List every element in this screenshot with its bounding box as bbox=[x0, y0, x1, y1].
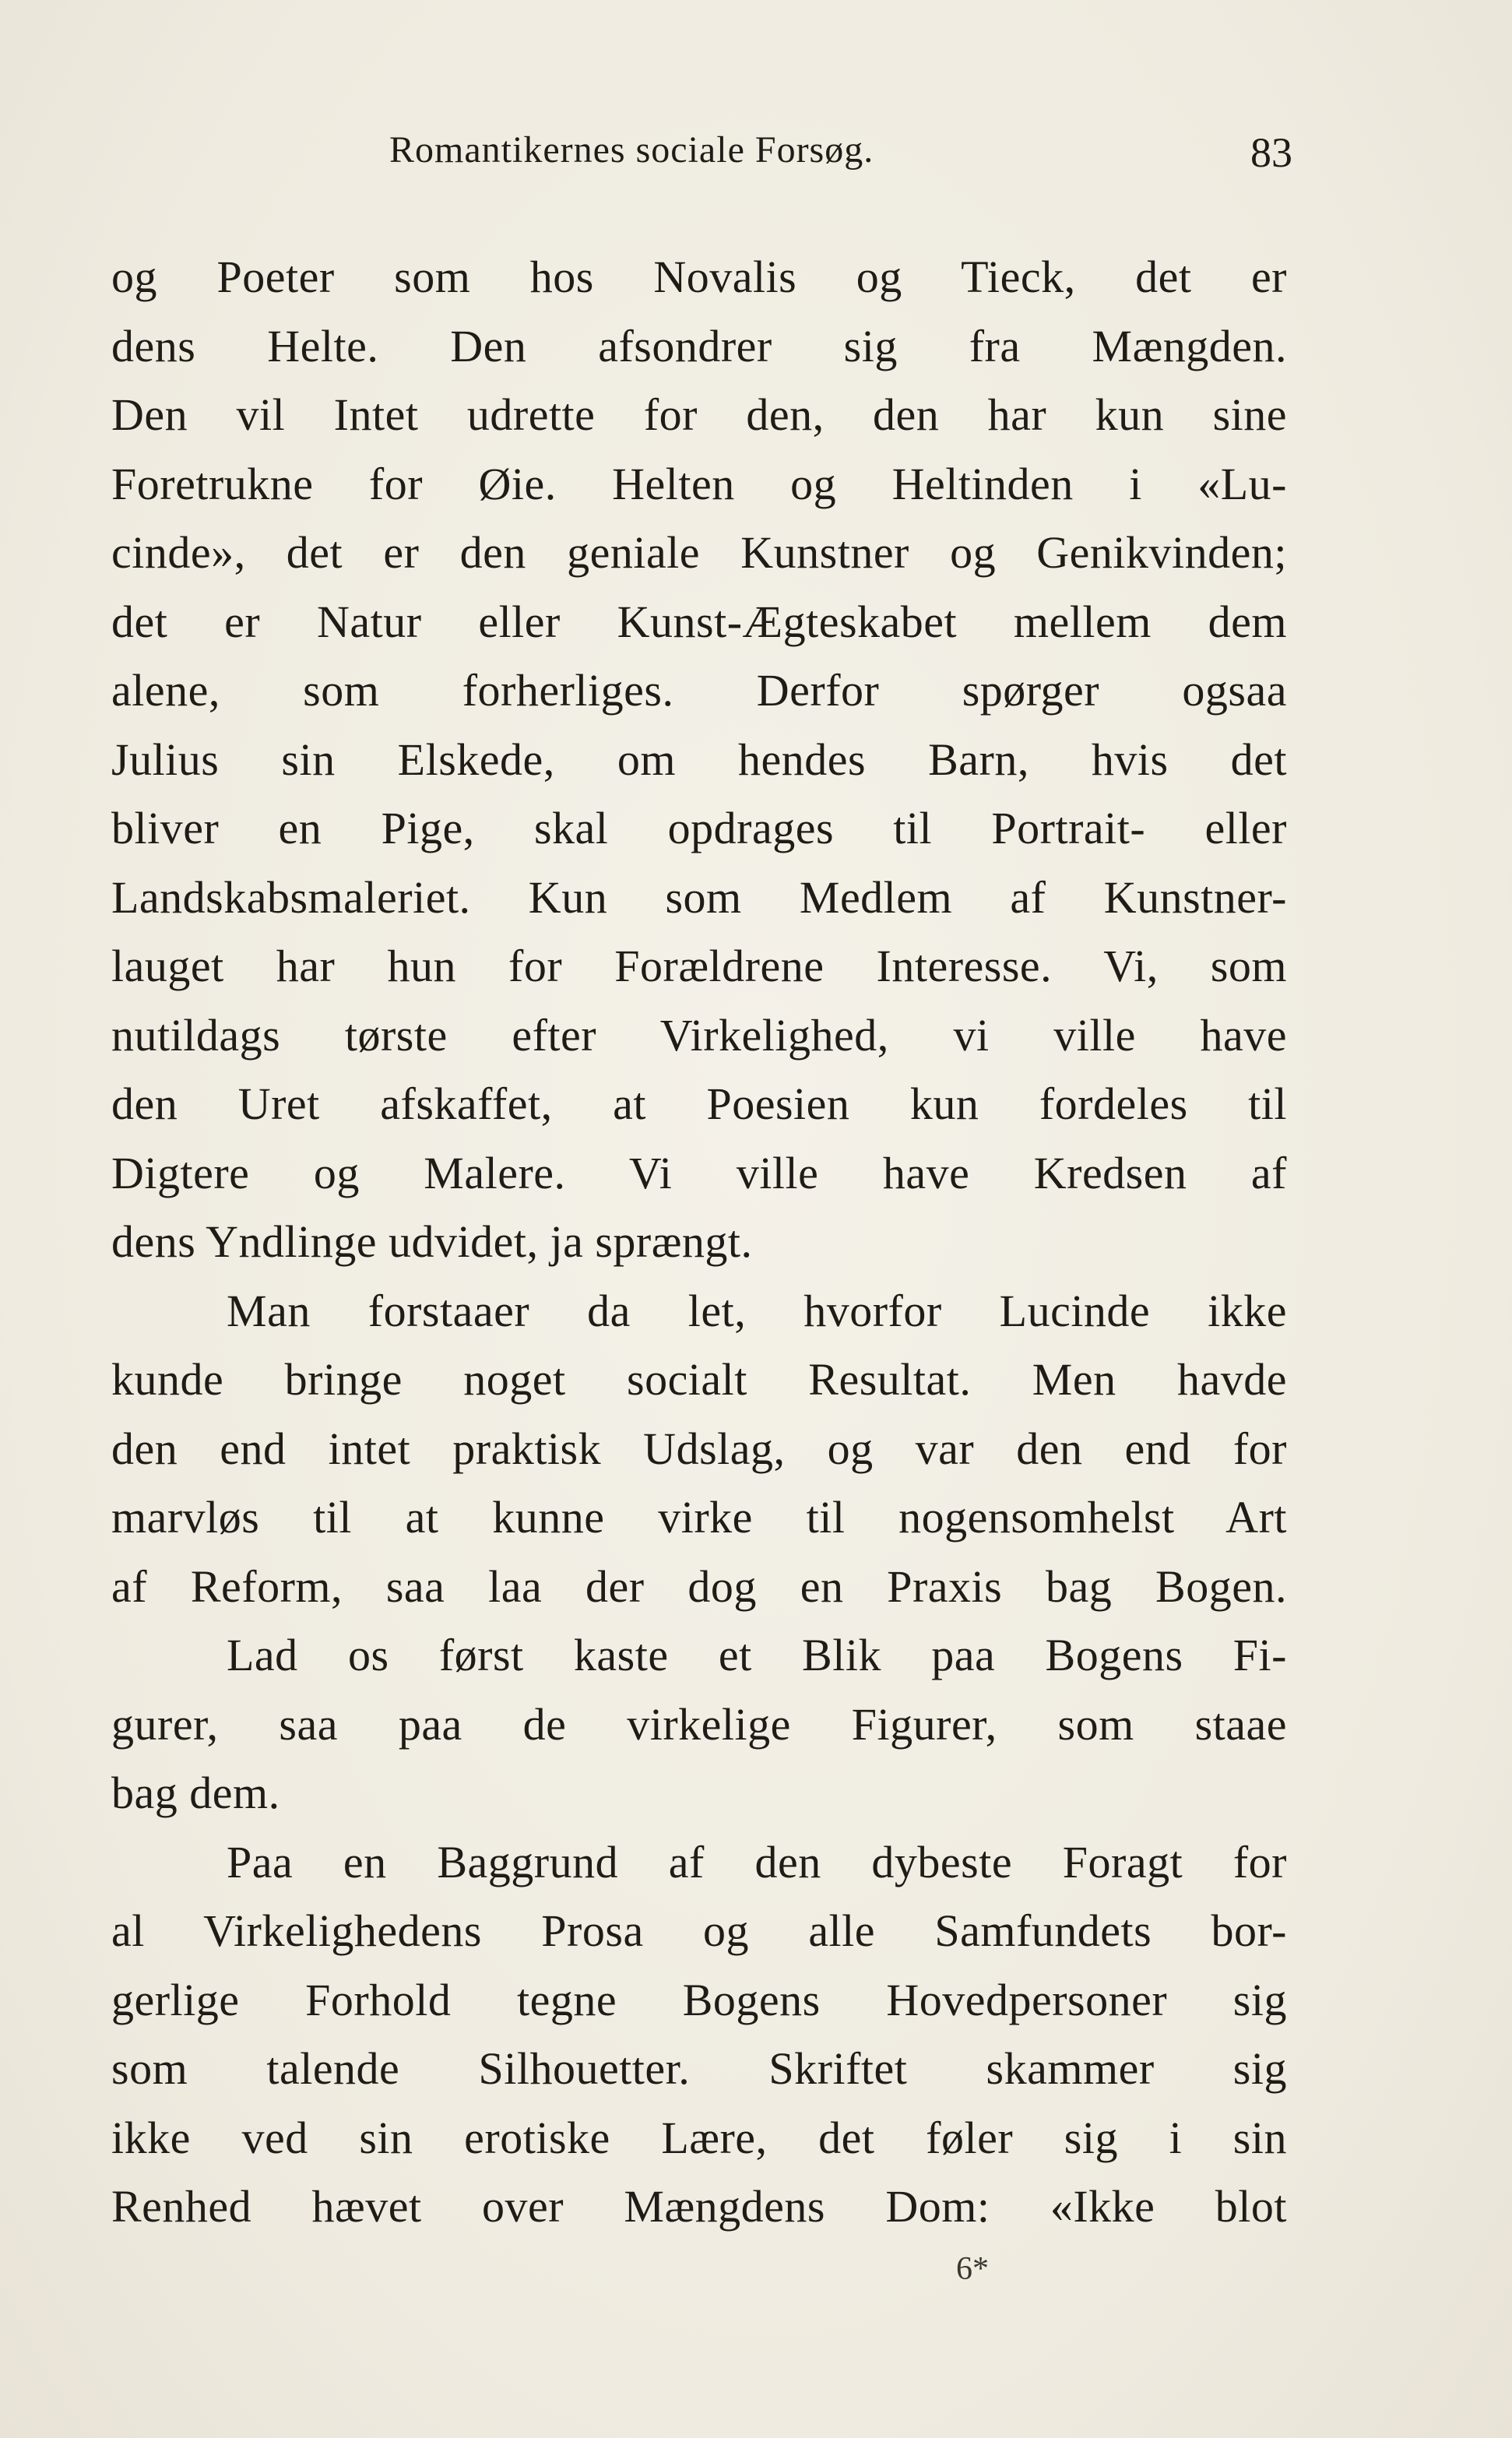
text-line: ikke ved sin erotiske Lære, det føler sig i sin bbox=[111, 2112, 1287, 2163]
text-line: Den vil Intet udrette for den, den har kun sine bbox=[111, 389, 1287, 440]
text-line: og Poeter som hos Novalis og Tieck, det er bbox=[111, 252, 1287, 302]
text-line: Foretrukne for Øie. Helten og Heltinden i «Lu- bbox=[111, 458, 1287, 509]
text-line: bliver en Pige, skal opdrages til Portrait- eller bbox=[111, 803, 1287, 853]
text-line: den end intet praktisk Udslag, og var den end for bbox=[111, 1423, 1287, 1474]
text-line: al Virkelighedens Prosa og alle Samfundets bor- bbox=[111, 1905, 1287, 1956]
signature-mark: 6* bbox=[956, 2251, 989, 2287]
body-text bbox=[111, 243, 1287, 2242]
text-line: Julius sin Elskede, om hendes Barn, hvis det bbox=[111, 734, 1287, 785]
text-line: nutildags tørste efter Virkelighed, vi ville have bbox=[111, 1009, 1287, 1061]
text-line: Digtere og Malere. Vi ville have Kredsen af bbox=[111, 1147, 1287, 1198]
text-line: af Reform, saa laa der dog en Praxis bag Bogen. bbox=[111, 1560, 1287, 1612]
text-line: kunde bringe noget socialt Resultat. Men havde bbox=[111, 1354, 1287, 1405]
text-line: gurer, saa paa de virkelige Figurer, som staae bbox=[111, 1698, 1287, 1750]
text-line: alene, som forherliges. Derfor spørger ogsaa bbox=[111, 665, 1287, 716]
text-line: lauget har hun for Forældrene Interesse. Vi, som bbox=[111, 941, 1287, 991]
text-line: dens Yndlinge udvidet, ja sprængt. bbox=[111, 1216, 753, 1267]
text-line: det er Natur eller Kunst-Ægteskabet mellem dem bbox=[111, 596, 1287, 647]
text-line: gerlige Forhold tegne Bogens Hovedpersoner sig bbox=[111, 1974, 1287, 2025]
text-line: som talende Silhouetter. Skriftet skammer sig bbox=[111, 2043, 1287, 2094]
text-line: Lad os først kaste et Blik paa Bogens Fi- bbox=[227, 1630, 1287, 1680]
text-line: Renhed hævet over Mængdens Dom: «Ikke blot bbox=[111, 2181, 1287, 2232]
text-line: Man forstaaer da let, hvorfor Lucinde ikke bbox=[227, 1285, 1287, 1336]
text-line: Paa en Baggrund af den dybeste Foragt for bbox=[227, 1836, 1287, 1887]
text-line: cinde», det er den geniale Kunstner og Genikvinden; bbox=[111, 527, 1287, 578]
text-line: marvløs til at kunne virke til nogensomhelst Art bbox=[111, 1492, 1287, 1543]
running-head bbox=[109, 128, 1292, 183]
page-number: 83 bbox=[1250, 129, 1292, 176]
text-line: dens Helte. Den afsondrer sig fra Mængden. bbox=[111, 320, 1287, 371]
text-line: den Uret afskaffet, at Poesien kun fordeles til bbox=[111, 1078, 1287, 1129]
running-title: Romantikernes sociale Forsøg. bbox=[389, 129, 874, 171]
text-line: Landskabsmaleriet. Kun som Medlem af Kunstner- bbox=[111, 871, 1287, 923]
text-line: bag dem. bbox=[111, 1768, 280, 1818]
